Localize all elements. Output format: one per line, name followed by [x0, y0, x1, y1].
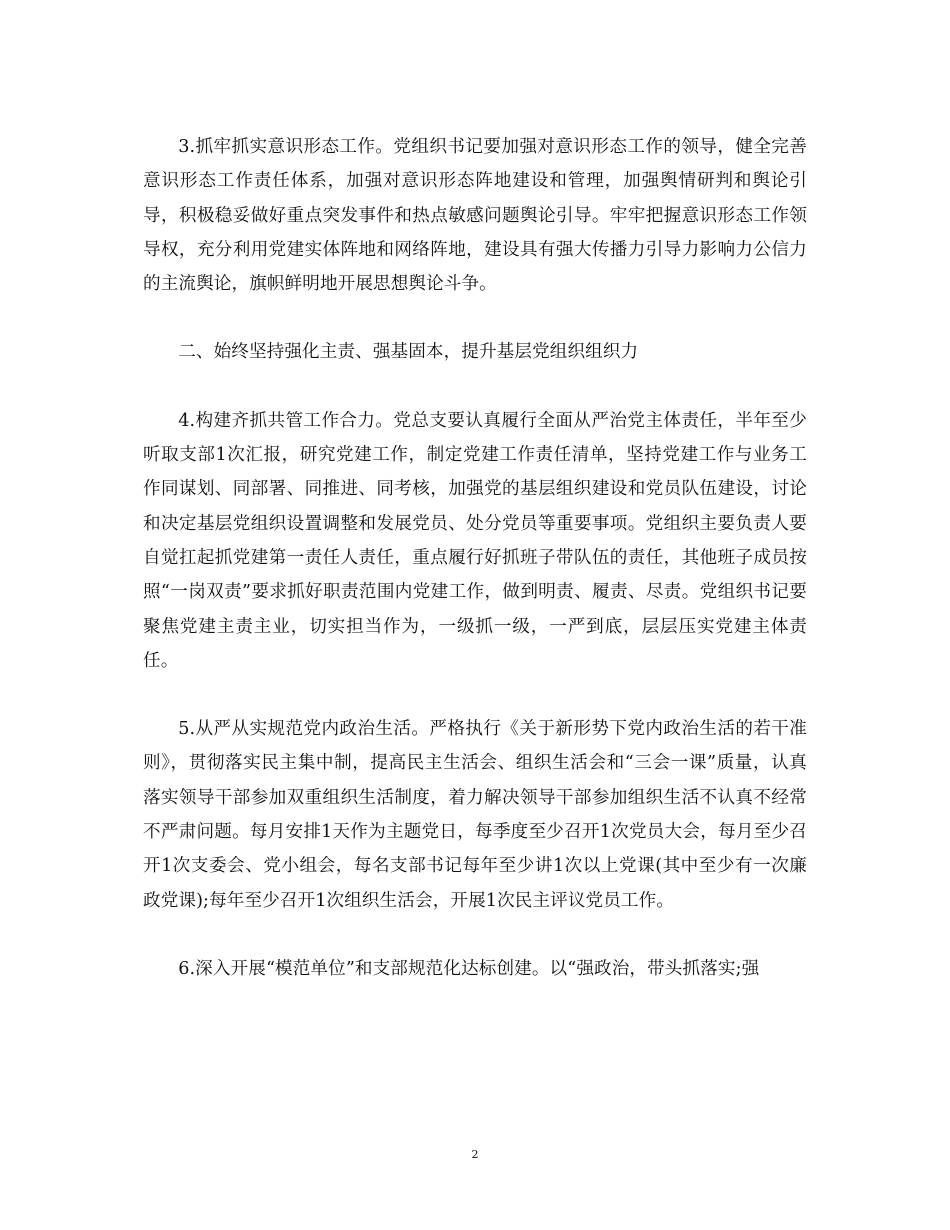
paragraph-spacer — [143, 918, 807, 952]
paragraph-spacer — [143, 301, 807, 335]
page-number: 2 — [471, 1148, 479, 1161]
paragraph-ideology-work: 3.抓牢抓实意识形态工作。党组织书记要加强对意识形态工作的领导，健全完善意识形态工作责任体系，加强对意识形态阵地建设和管理，加强舆情研判和舆论引导，积极稳妥做好重点突发事件和热点敏感问题舆论引导。牢牢把握意识形态工作领导权，充分利用党建实体阵地和网络阵地，建设具有强大传播力引导力影响力公信力的主流舆论，旗帜鲜明地开展思想舆论斗争。 — [143, 137, 807, 295]
document-body — [143, 130, 807, 986]
paragraph-model-unit: 6.深入开展“模范单位”和支部规范化达标创建。以“强政治，带头抓落实;强 — [178, 958, 760, 979]
paragraph-spacer — [143, 370, 807, 404]
paragraph-political-life: 5.从严从实规范党内政治生活。严格执行《关于新形势下党内政治生活的若干准则》，贯彻落实民主集中制，提高民主生活会、组织生活会和“三会一课”质量，认真落实领导干部参加双重组织生活制度，着力解决领导干部参加组织生活不认真不经常不严肃问题。每月安排1天作为主题党日，每季度至少召开1次党员大会，每月至少召开1次支委会、党小组会，每名支部书记每年至少讲1次以上党课(其中至少有一次廉政党课);每年至少召开1次组织生活会，开展1次民主评议党员工作。 — [143, 719, 807, 911]
paragraph-spacer — [143, 678, 807, 712]
paragraph-joint-management: 4.构建齐抓共管工作合力。党总支要认真履行全面从严治党主体责任，半年至少听取支部1次汇报，研究党建工作，制定党建工作责任清单，坚持党建工作与业务工作同谋划、同部署、同推进、同考核，加强党的基层组织建设和党员队伍建设，讨论和决定基层党组织设置调整和发展党员、处分党员等重要事项。党组织主要负责人要自觉扛起抓党建第一责任人责任，重点履行好抓班子带队伍的责任，其他班子成员按照“一岗双责”要求抓好职责范围内党建工作，做到明责、履责、尽责。党组织书记要聚焦党建主责主业，切实担当作为，一级抓一级，一严到底，层层压实党建主体责任。 — [143, 410, 807, 671]
section-heading-two: 二、始终坚持强化主责、强基固本，提升基层党组织组织力 — [178, 342, 639, 363]
